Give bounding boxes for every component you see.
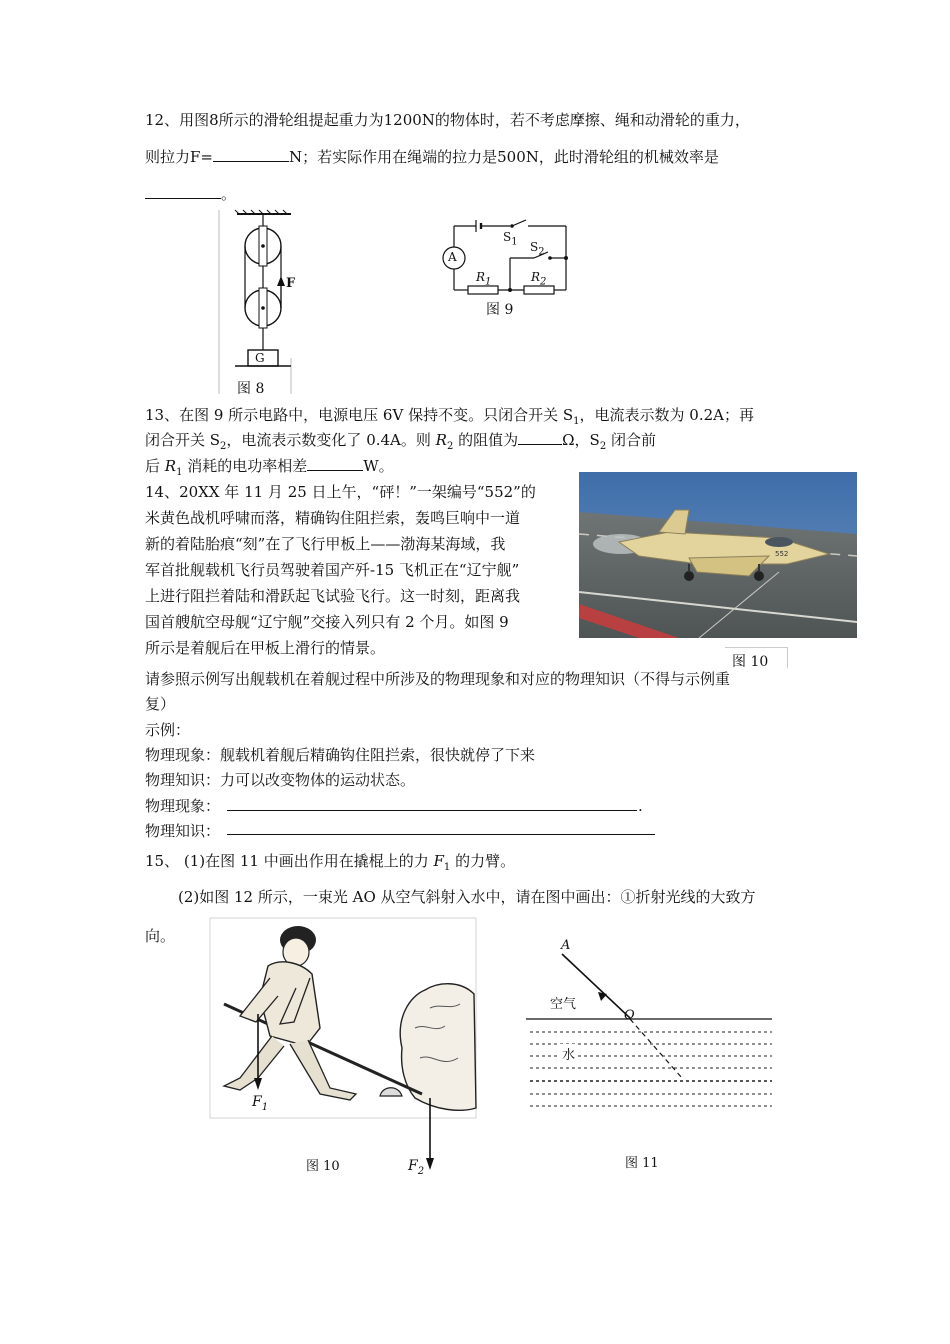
refraction-label-a: A xyxy=(561,938,571,953)
q13-line3: 后 $R_1$ 消耗的电功率相差 W。 xyxy=(145,457,394,478)
fig8-pulley-diagram xyxy=(215,208,295,398)
refraction-label-air: 空气 xyxy=(550,997,577,1012)
refraction-label-o: O xyxy=(624,1008,635,1023)
lever-figure xyxy=(210,918,480,1180)
q15-line1: 15、 (1)在图 11 中画出作用在撬棍上的力 $F_1$ 的力臂。 xyxy=(145,852,516,873)
jet-number: 552 xyxy=(775,550,789,558)
refraction-figure-caption: 图 11 xyxy=(625,1156,659,1171)
q13-line2: 闭合开关 $S_2$，电流表示数变化了 0.4A。则 $R_2$ 的阻值为 Ω，$S_2$ 闭合前 xyxy=(145,431,656,452)
fig9-caption: 图 9 xyxy=(486,302,514,318)
q14-line-1: 14、20XX 年 11 月 25 日上午，“砰！”一架编号“552”的 xyxy=(145,483,536,501)
fig8-label-f: F xyxy=(286,276,296,291)
q13-l1-b: ，电流表示数为 0.2A；再 xyxy=(579,406,754,424)
q14-knowledge-answer-line[interactable] xyxy=(227,834,655,835)
q13-answer-blank-power[interactable] xyxy=(307,456,363,471)
q12-answer-blank-efficiency[interactable] xyxy=(145,198,221,199)
q13-l1-a: 13、在图 9 所示电路中，电源电压 6V 保持不变。只闭合开关 S xyxy=(145,406,574,424)
q14-line-7: 所示是着舰后在甲板上滑行的情景。 xyxy=(145,639,386,657)
q14-example-phenomenon: 物理现象：舰载机着舰后精确钩住阻拦索，很快就停了下来 xyxy=(145,746,536,764)
q14-prompt-1: 请参照示例写出舰载机在着舰过程中所涉及的物理现象和对应的物理知识（不得与示例重 xyxy=(145,670,731,688)
fig9-ammeter-label: A xyxy=(448,250,457,264)
q13-line1: 13、在图 9 所示电路中，电源电压 6V 保持不变。只闭合开关 $S_1$，电流表示数为 0.2A；再 xyxy=(145,406,754,427)
q14-phenomenon-end: . xyxy=(638,797,643,815)
q14-phenomenon-answer-line[interactable] xyxy=(227,810,637,811)
q14-line-2: 米黄色战机呼啸而落，精确钩住阻拦索，轰鸣巨响中一道 xyxy=(145,509,521,527)
q13-answer-blank-resistance[interactable] xyxy=(518,430,562,445)
q12-line2-text-a: 则拉力F= xyxy=(145,148,213,166)
q12-answer-blank-force[interactable] xyxy=(213,147,289,162)
fig9-s2-label: $S_2$ xyxy=(530,240,545,258)
carrier-jet-photo xyxy=(579,472,857,638)
fig8-label-g: G xyxy=(255,351,265,365)
lever-figure-caption: 图 10 xyxy=(306,1159,340,1174)
fig9-r2-label: $R_2$ xyxy=(531,270,547,288)
fig9-s1-label: $S_1$ xyxy=(503,230,518,248)
q12-line2-text-b: N；若实际作用在绳端的拉力是500N，此时滑轮组的机械效率是 xyxy=(288,148,719,166)
q12-line2 xyxy=(145,147,719,167)
q14-prompt-2: 复） xyxy=(145,695,176,713)
lever-f1-label: $F_1$ xyxy=(252,1094,269,1113)
refraction-label-water: 水 xyxy=(560,1044,577,1063)
q14-line-3: 新的着陆胎痕“刻”在了飞行甲板上——渤海某海域，我 xyxy=(145,535,506,553)
q14-line-5: 上进行阻拦着陆和滑跃起飞试验飞行。这一时刻，距离我 xyxy=(145,587,521,605)
q14-example-knowledge: 物理知识：力可以改变物体的运动状态。 xyxy=(145,771,416,789)
q14-line-6: 国首艘航空母舰“辽宁舰”交接入列只有 2 个月。如图 9 xyxy=(145,613,509,631)
photo-caption: 图 10 xyxy=(732,654,769,670)
q12-line1: 12、用图8所示的滑轮组提起重力为1200N的物体时，若不考虑摩擦、绳和动滑轮的重力， xyxy=(145,111,750,129)
q14-example-label: 示例： xyxy=(145,721,191,739)
q15-line3: 向。 xyxy=(145,927,176,945)
q14-line-4: 军首批舰载机飞行员驾驶着国产歼-15 飞机正在“辽宁舰” xyxy=(145,561,520,579)
fig8-caption: 图 8 xyxy=(237,381,265,397)
fig9-r1-label: $R_1$ xyxy=(476,270,492,288)
refraction-figure xyxy=(526,940,776,1110)
q14-phenomenon-label: 物理现象： xyxy=(145,797,221,815)
q14-knowledge-label: 物理知识： xyxy=(145,822,221,840)
q12-line3-end: 。 xyxy=(221,185,237,203)
q15-line2: (2)如图 12 所示，一束光 AO 从空气斜射入水中，请在图中画出：①折射光线的大致方 xyxy=(178,888,756,906)
lever-f2-label: $F_2$ xyxy=(408,1158,425,1177)
